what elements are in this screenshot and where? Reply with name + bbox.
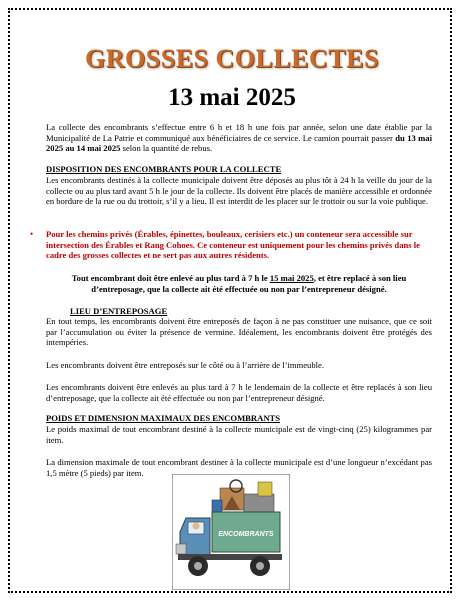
- truck-label: ENCOMBRANTS: [218, 531, 274, 538]
- removal-notice-end: , et être replacé à son lieu d’entreposage, que la collecte ait été effectuée ou non par l’entrepreneur désigné.: [91, 273, 407, 294]
- intro-date-range: du 13 mai 2025 au 14 mai 2025: [46, 132, 432, 154]
- removal-notice-start: Tout encombrant doit être enlevé au plus tard à 7 h le: [71, 273, 270, 283]
- private-roads-bullet: Pour les chemins privés (Érables, épinettes, bouleaux, cerisiers etc.) un conteneur sera accessible sur intersection des Érables et Rang Cohoes. Ce conteneur est uniquement pour les chemins privés dans le cadre des grosses collectes et ne sert pas aux autres résidents.: [46, 229, 420, 261]
- poids-heading: POIDS ET DIMENSION MAXIMAUX DES ENCOMBRANTS: [46, 413, 281, 423]
- entreposage-paragraph-3: Les encombrants doivent être enlevés au plus tard à 7 h le lendemain de la collecte et être replacés à son lieu d’entreposage, que la collecte ait été effectuée ou non par l’entrepreneur désigné.: [46, 382, 432, 403]
- entreposage-paragraph-2: Les encombrants doivent être entreposés sur le côté ou à l’arrière de l’immeuble.: [46, 360, 324, 370]
- disposition-paragraph: Les encombrants destinés à la collecte municipale doivent être déposés au plus tôt à 24 h la veille du jour de la collecte ou au plus tard avant 5 h le jour de la collecte. Ils doivent être placés de manière accessible et ordonnée en bordure de la rue ou du trottoir, s’il y a lieu. Il est interdit de les placer sur le trottoir ou sur la voie publique.: [46, 175, 432, 207]
- collection-date: 13 mai 2025: [168, 84, 296, 111]
- entreposage-paragraph-1: En tout temps, les encombrants doivent être entreposés de façon à ne pas constituer une nuisance, que ce soit par l’accumulation ou éviter la présence de vermine. Idéalement, les encombrants doivent être protégés des intempéries.: [46, 316, 432, 348]
- garbage-truck-illustration: [172, 474, 290, 590]
- entreposage-heading: LIEU D’ENTREPOSAGE: [70, 306, 168, 316]
- intro-text: La collecte des encombrants s’effectue entre 6 h et 18 h une fois par année, selon une date établie par la Municipalité de La Patrie et communiqué aux bénéficiaires de ce service. Le camion pourrait passer: [46, 122, 432, 143]
- page-title: GROSSES COLLECTES: [85, 44, 379, 73]
- poids-paragraph-1: Le poids maximal de tout encombrant destiné à la collecte municipale est de vingt-cinq (25) kilogrammes par item.: [46, 424, 432, 445]
- bullet-icon: •: [30, 229, 34, 239]
- intro-paragraph: [46, 122, 432, 154]
- disposition-heading: DISPOSITION DES ENCOMBRANTS POUR LA COLLECTE: [46, 164, 282, 174]
- intro-text-end: selon la quantité de rebus.: [120, 143, 213, 154]
- poids-paragraph-2: La dimension maximale de tout encombrant destiner à la collecte municipale est d’une longueur n’excédant pas 1,5 mètre (5 pieds) par item.: [46, 457, 432, 478]
- removal-notice: [46, 273, 432, 294]
- removal-deadline-date: 15 mai 2025: [269, 273, 314, 283]
